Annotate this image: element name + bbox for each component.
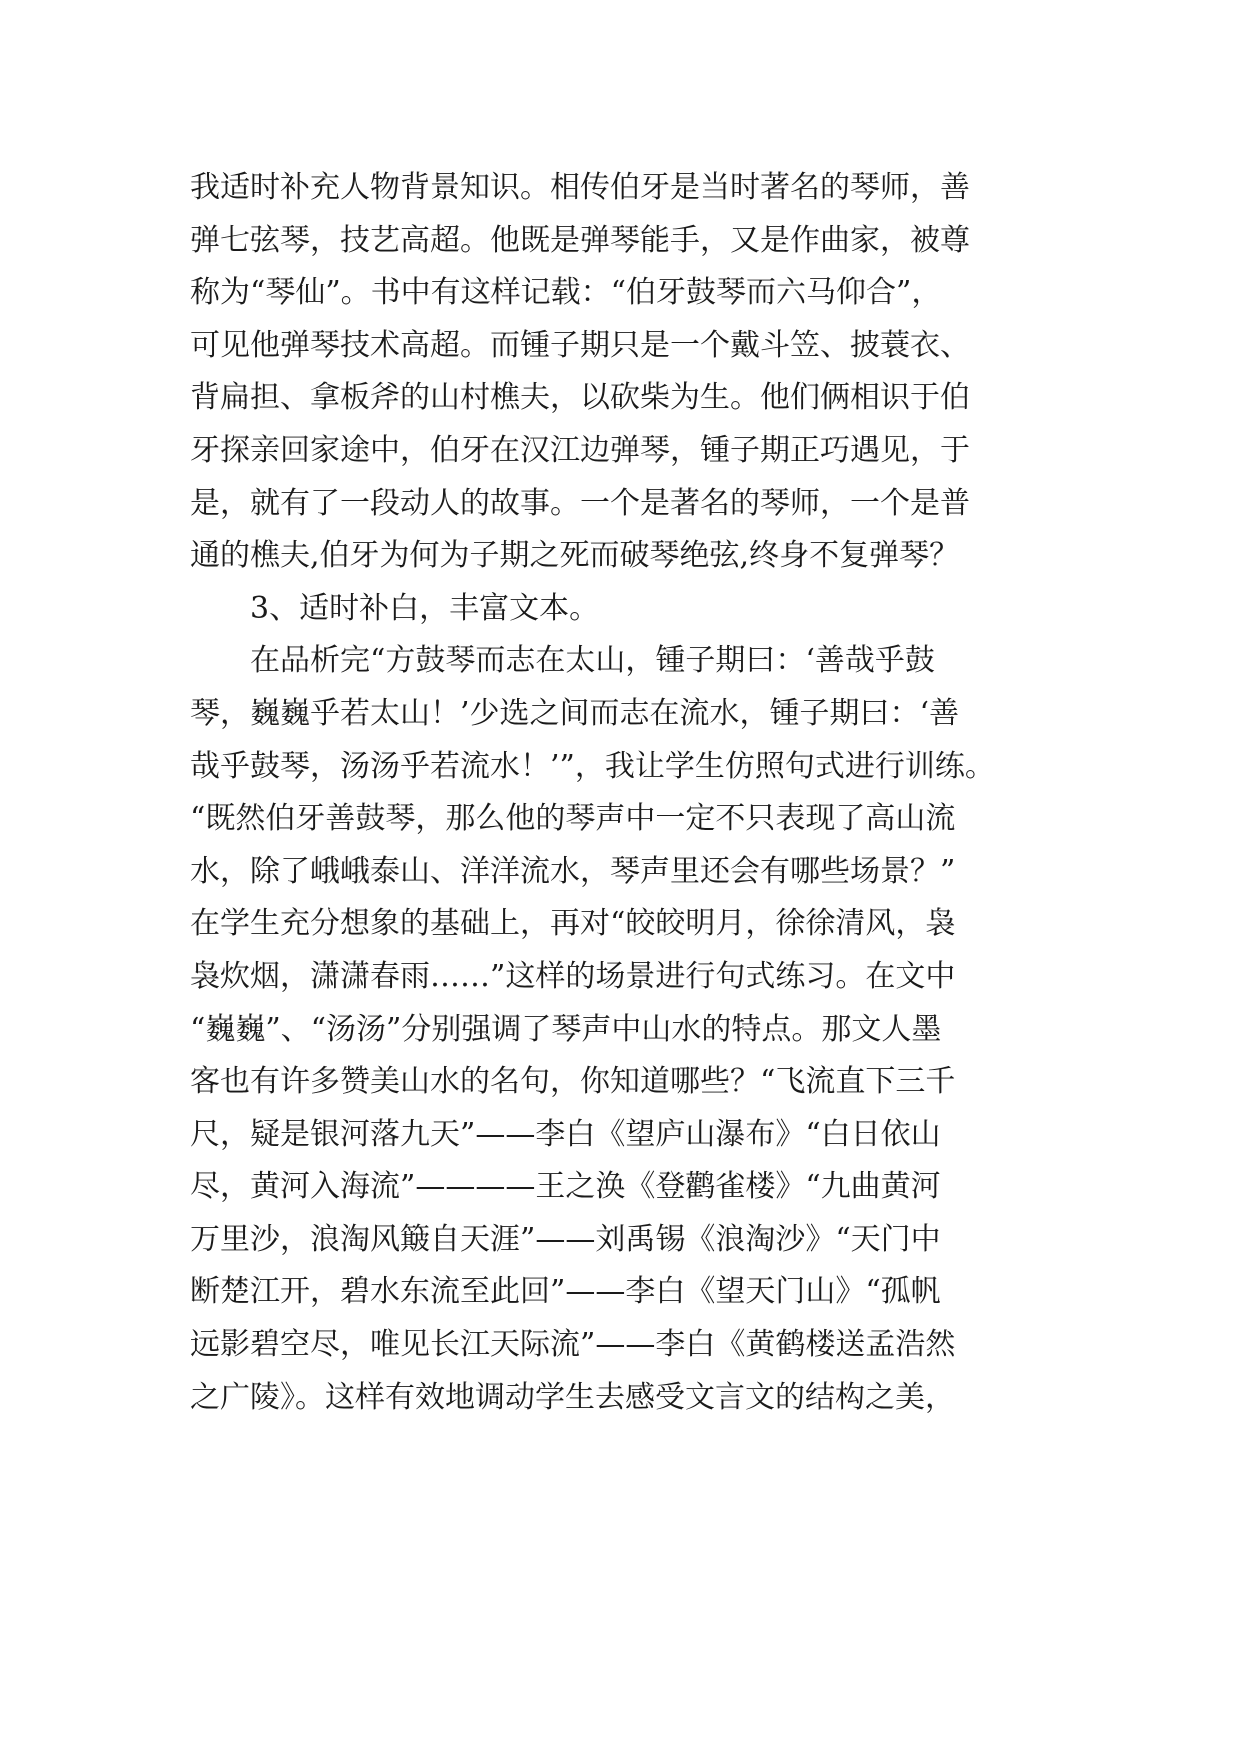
text-line: 琴，巍巍乎若太山！’少选之间而志在流水，锺子期曰：‘善 (190, 695, 960, 731)
text-line: 袅炊烟，潇潇春雨……”这样的场景进行句式练习。在文中 (190, 958, 956, 994)
section-heading: 3、适时补白，丰富文本。 (250, 590, 600, 626)
text-line: 可见他弹琴技术高超。而锺子期只是一个戴斗笠、披蓑衣、 (190, 327, 970, 363)
text-line: 尺，疑是银河落九天”——李白《望庐山瀑布》“白日依山 (190, 1116, 941, 1152)
text-line: “巍巍”、“汤汤”分别强调了琴声中山水的特点。那文人墨 (190, 1011, 942, 1047)
text-line: 哉乎鼓琴，汤汤乎若流水！’”，我让学生仿照句式进行训练。 (190, 748, 995, 784)
text-line: 在品析完“方鼓琴而志在太山，锺子期曰：‘善哉乎鼓 (250, 643, 935, 679)
text-line: 尽，黄河入海流”————王之涣《登鹳雀楼》“九曲黄河 (190, 1169, 941, 1205)
text-line: 在学生充分想象的基础上，再对“皎皎明月，徐徐清风，袅 (190, 906, 956, 942)
text-line: 我适时补充人物背景知识。相传伯牙是当时著名的琴师，善 (190, 170, 970, 205)
text-line: 背扁担、拿板斧的山村樵夫，以砍柴为生。他们俩相识于伯 (190, 380, 970, 416)
body-text (190, 162, 1090, 1424)
text-line: 水，除了峨峨泰山、洋洋流水，琴声里还会有哪些场景？” (190, 853, 956, 889)
text-line: 是，就有了一段动人的故事。一个是著名的琴师，一个是普 (190, 485, 970, 521)
text-line: 万里沙，浪淘风簸自天涯”——刘禹锡《浪淘沙》“天门中 (190, 1221, 941, 1257)
text-line: 通的樵夫,伯牙为何为子期之死而破琴绝弦,终身不复弹琴？ (190, 538, 960, 574)
text-line: 之广陵》。这样有效地调动学生去感受文言文的结构之美， (190, 1379, 955, 1415)
text-line: 远影碧空尽，唯见长江天际流”——李白《黄鹤楼送孟浩然 (190, 1327, 956, 1363)
text-line: “既然伯牙善鼓琴，那么他的琴声中一定不只表现了高山流 (190, 801, 956, 837)
text-line: 断楚江开，碧水东流至此回”——李白《望天门山》“孤帆 (190, 1274, 941, 1310)
text-line: 称为“琴仙”。书中有这样记载：“伯牙鼓琴而六马仰合”， (190, 275, 942, 311)
text-line: 客也有许多赞美山水的名句，你知道哪些？“飞流直下三千 (190, 1064, 956, 1100)
text-line: 牙探亲回家途中，伯牙在汉江边弹琴，锺子期正巧遇见，于 (190, 432, 970, 468)
text-line: 弹七弦琴，技艺高超。他既是弹琴能手，又是作曲家，被尊 (190, 222, 970, 258)
